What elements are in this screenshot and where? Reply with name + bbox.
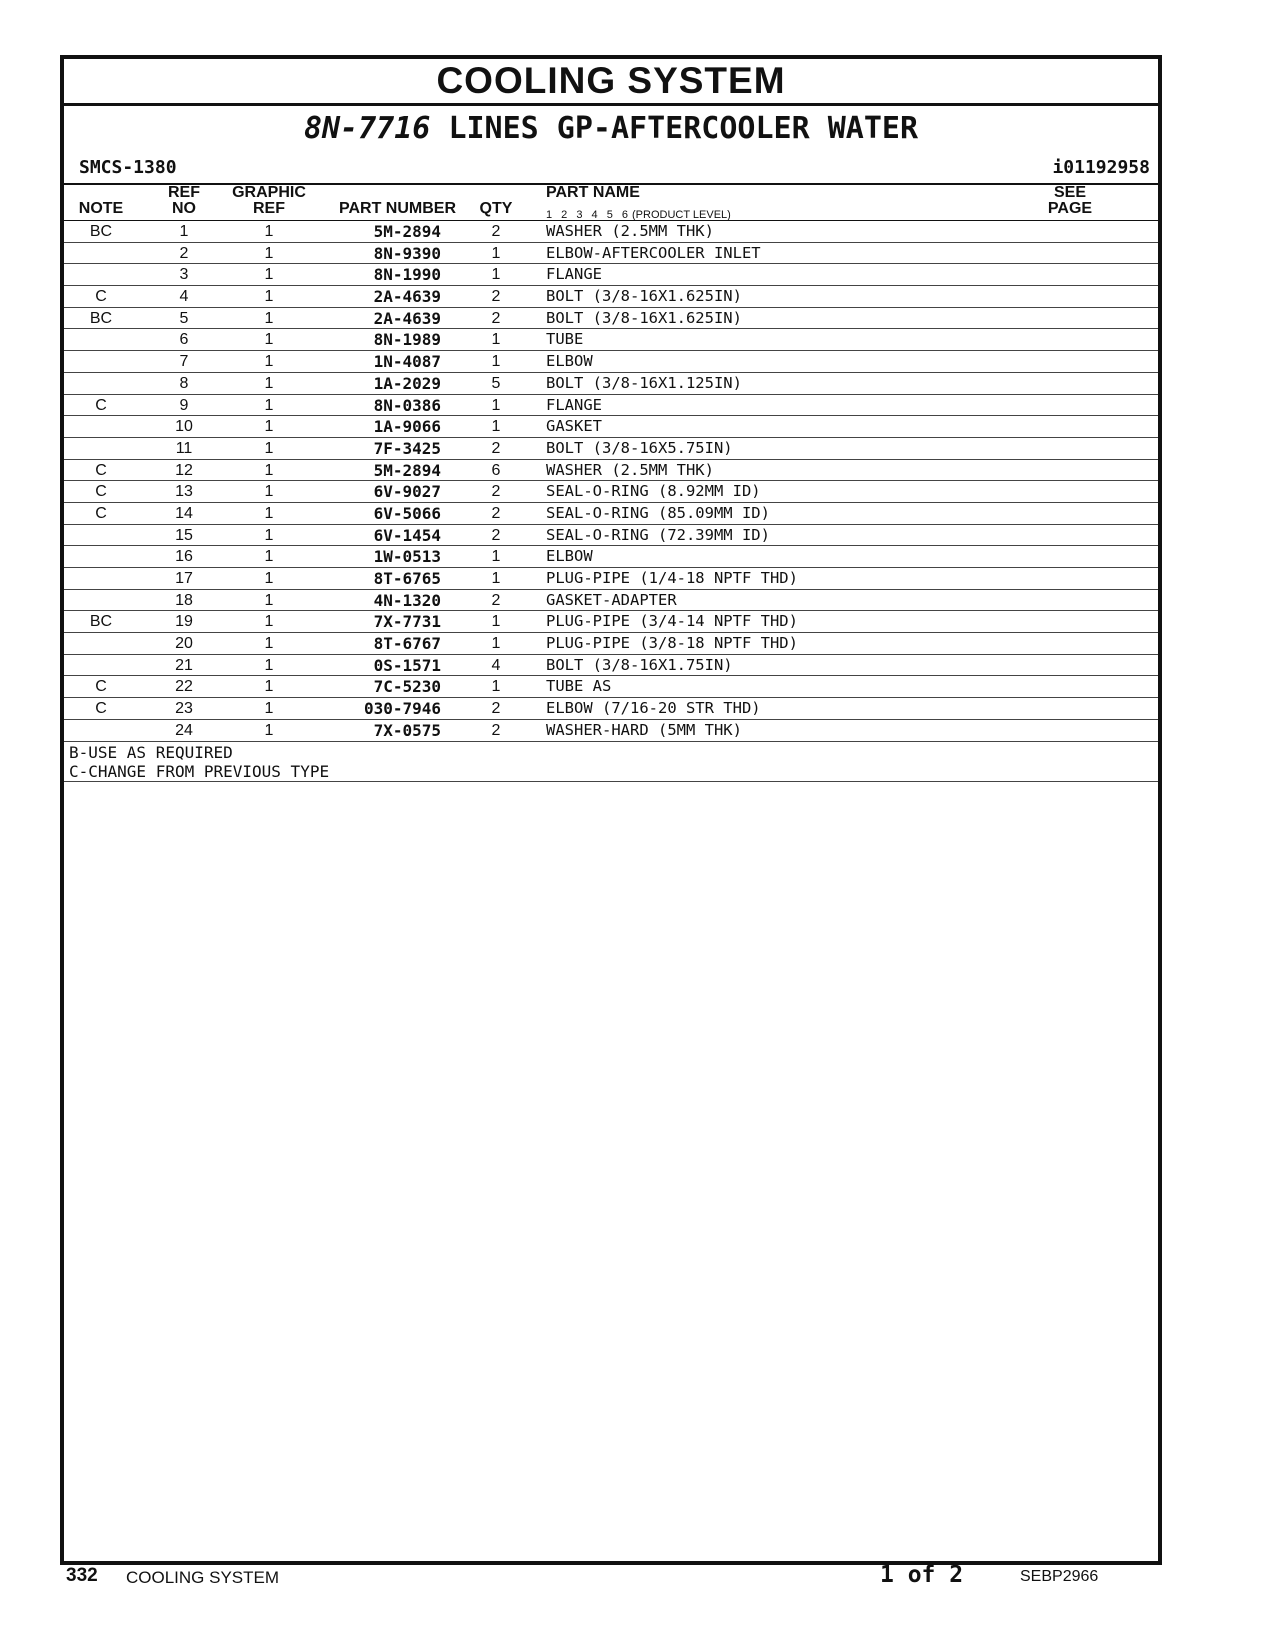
column-header-graphic-line2: REF xyxy=(253,200,285,217)
row-ref-no: 6 xyxy=(179,331,189,349)
note-b: B-USE AS REQUIRED xyxy=(69,743,233,762)
row-part-number: 030-7946 xyxy=(363,699,441,719)
column-header-qty: QTY xyxy=(479,200,513,217)
row-qty: 1 xyxy=(491,353,501,371)
row-qty: 1 xyxy=(491,331,501,349)
row-graphic-ref: 1 xyxy=(264,439,274,457)
row-part-number: 8T-6765 xyxy=(373,569,441,588)
row-part-name: PLUG-PIPE (3/8-18 NPTF THD) xyxy=(546,634,798,653)
row-part-name: PLUG-PIPE (1/4-18 NPTF THD) xyxy=(546,569,798,587)
row-ref-no: 18 xyxy=(175,591,193,609)
row-note: C xyxy=(95,288,107,306)
table-row xyxy=(64,416,1158,438)
table-row xyxy=(64,525,1158,547)
table-row xyxy=(64,655,1158,677)
row-part-number: 6V-1454 xyxy=(373,525,441,545)
table-row xyxy=(64,286,1158,308)
row-part-name: PLUG-PIPE (3/4-14 NPTF THD) xyxy=(546,612,798,631)
row-part-name: FLANGE xyxy=(546,265,602,284)
table-row xyxy=(64,373,1158,395)
row-ref-no: 13 xyxy=(175,483,193,501)
row-ref-no: 11 xyxy=(175,439,193,457)
row-graphic-ref: 1 xyxy=(264,396,274,414)
table-row xyxy=(64,395,1158,417)
row-part-number: 1N-4087 xyxy=(373,352,441,372)
notes-divider xyxy=(64,781,1158,782)
row-qty: 1 xyxy=(491,244,501,262)
row-part-number: 7X-7731 xyxy=(373,612,441,632)
row-part-name: TUBE xyxy=(546,330,584,349)
row-qty: 1 xyxy=(491,635,501,653)
row-graphic-ref: 1 xyxy=(264,591,274,609)
table-row xyxy=(64,460,1158,482)
row-ref-no: 3 xyxy=(179,266,189,284)
row-graphic-ref: 1 xyxy=(264,700,274,718)
row-ref-no: 14 xyxy=(175,504,193,522)
column-header-see-line2: PAGE xyxy=(1047,200,1093,217)
row-qty: 1 xyxy=(491,613,501,631)
row-part-name: ELBOW (7/16-20 STR THD) xyxy=(546,699,761,718)
row-note: C xyxy=(95,504,107,522)
row-ref-no: 2 xyxy=(179,244,189,262)
row-qty: 2 xyxy=(491,309,501,327)
table-row xyxy=(64,351,1158,373)
table-row xyxy=(64,221,1158,243)
row-part-number: 5M-2894 xyxy=(373,222,441,241)
table-row xyxy=(64,590,1158,612)
column-header-see-line1: SEE xyxy=(1053,184,1086,201)
row-graphic-ref: 1 xyxy=(264,331,274,349)
column-header-ref-line1: REF xyxy=(168,184,200,201)
table-row xyxy=(64,568,1158,590)
row-qty: 2 xyxy=(491,439,501,457)
row-part-number: 1A-9066 xyxy=(373,417,441,437)
row-ref-no: 12 xyxy=(175,461,193,479)
row-part-name: ELBOW xyxy=(546,547,593,566)
column-header-graphic-line1: GRAPHIC xyxy=(232,184,306,201)
row-graphic-ref: 1 xyxy=(264,504,274,522)
row-note: C xyxy=(95,483,107,501)
row-ref-no: 20 xyxy=(175,635,193,653)
table-row xyxy=(64,481,1158,503)
row-part-name: BOLT (3/8-16X5.75IN) xyxy=(546,438,733,457)
row-ref-no: 19 xyxy=(175,613,193,631)
row-ref-no: 10 xyxy=(175,418,193,436)
row-qty: 6 xyxy=(491,461,501,479)
group-part-number: 8N-7716 xyxy=(303,111,431,146)
column-header-ref xyxy=(159,185,209,217)
footer-section: COOLING SYSTEM xyxy=(126,1568,280,1587)
row-graphic-ref: 1 xyxy=(264,309,274,327)
table-row xyxy=(64,243,1158,265)
row-part-number: 6V-5066 xyxy=(373,503,441,523)
row-ref-no: 4 xyxy=(179,288,189,306)
table-row xyxy=(64,611,1158,633)
row-part-number: 8N-1990 xyxy=(373,265,441,285)
row-ref-no: 5 xyxy=(179,309,189,327)
publication-number: SEBP2966 xyxy=(1020,1568,1099,1585)
table-row xyxy=(64,264,1158,286)
row-qty: 1 xyxy=(491,678,501,696)
row-note: C xyxy=(95,700,107,718)
row-qty: 1 xyxy=(491,570,501,587)
row-ref-no: 15 xyxy=(175,526,193,544)
row-part-name: WASHER (2.5MM THK) xyxy=(546,460,714,479)
column-header-see-page xyxy=(1042,185,1098,217)
row-part-number: 7F-3425 xyxy=(373,438,441,458)
row-part-number: 7X-0575 xyxy=(373,720,441,740)
row-part-name: SEAL-O-RING (72.39MM ID) xyxy=(546,525,770,544)
row-part-name: BOLT (3/8-16X1.625IN) xyxy=(546,287,742,306)
row-qty: 2 xyxy=(491,700,501,718)
row-qty: 2 xyxy=(491,288,501,306)
row-ref-no: 21 xyxy=(175,656,193,674)
row-qty: 2 xyxy=(491,483,501,501)
row-part-name: GASKET-ADAPTER xyxy=(546,590,677,609)
row-part-name: BOLT (3/8-16X1.125IN) xyxy=(546,373,742,392)
table-row xyxy=(64,676,1158,698)
row-part-name: TUBE AS xyxy=(546,677,612,696)
row-part-name: BOLT (3/8-16X1.625IN) xyxy=(546,308,742,327)
row-ref-no: 22 xyxy=(175,678,193,696)
row-part-number: 6V-9027 xyxy=(373,482,441,502)
row-qty: 4 xyxy=(491,656,501,674)
table-row xyxy=(64,308,1158,330)
row-ref-no: 24 xyxy=(175,721,193,739)
row-part-name: WASHER (2.5MM THK) xyxy=(546,222,714,240)
column-header-note: NOTE xyxy=(78,200,124,217)
row-graphic-ref: 1 xyxy=(264,483,274,501)
row-note: BC xyxy=(89,613,113,631)
row-part-number: 7C-5230 xyxy=(373,677,441,697)
row-note: C xyxy=(95,396,107,414)
row-qty: 1 xyxy=(491,548,501,566)
note-c: C-CHANGE FROM PREVIOUS TYPE xyxy=(69,762,330,781)
table-row xyxy=(64,438,1158,460)
row-qty: 2 xyxy=(491,223,501,240)
row-ref-no: 1 xyxy=(179,223,189,240)
row-graphic-ref: 1 xyxy=(264,570,274,587)
row-graphic-ref: 1 xyxy=(264,288,274,306)
row-graphic-ref: 1 xyxy=(264,418,274,436)
row-part-name: ELBOW xyxy=(546,352,593,371)
row-qty: 1 xyxy=(491,396,501,414)
row-graphic-ref: 1 xyxy=(264,656,274,674)
notes-legend xyxy=(69,743,329,781)
parts-table-body xyxy=(64,220,1158,742)
table-row xyxy=(64,720,1158,742)
illustration-id: i01192958 xyxy=(1052,157,1150,178)
column-header-graphic-ref xyxy=(224,185,314,217)
row-qty: 2 xyxy=(491,504,501,522)
row-ref-no: 7 xyxy=(179,353,189,371)
row-graphic-ref: 1 xyxy=(264,461,274,479)
row-part-number: 2A-4639 xyxy=(373,287,441,307)
column-header-ref-line2: NO xyxy=(172,200,196,217)
row-qty: 2 xyxy=(491,526,501,544)
page-number: 332 xyxy=(66,1565,98,1586)
group-name: LINES GP-AFTERCOOLER WATER xyxy=(448,111,919,146)
row-graphic-ref: 1 xyxy=(264,635,274,653)
row-part-number: 8N-1989 xyxy=(373,330,441,350)
row-qty: 2 xyxy=(491,721,501,739)
row-part-name: SEAL-O-RING (85.09MM ID) xyxy=(546,503,770,522)
row-part-number: 1A-2029 xyxy=(373,373,441,393)
smcs-code: SMCS-1380 xyxy=(79,157,177,178)
row-note: C xyxy=(95,461,107,479)
row-part-name: ELBOW-AFTERCOOLER INLET xyxy=(546,243,761,262)
product-level-label: (PRODUCT LEVEL) xyxy=(632,209,731,221)
row-part-number: 4N-1320 xyxy=(373,590,441,610)
table-row xyxy=(64,546,1158,568)
row-graphic-ref: 1 xyxy=(264,353,274,371)
row-graphic-ref: 1 xyxy=(264,613,274,631)
row-graphic-ref: 1 xyxy=(264,266,274,284)
row-graphic-ref: 1 xyxy=(264,526,274,544)
row-note: BC xyxy=(89,309,113,327)
row-graphic-ref: 1 xyxy=(264,678,274,696)
row-part-name: SEAL-O-RING (8.92MM ID) xyxy=(546,482,761,501)
row-qty: 1 xyxy=(491,266,501,284)
column-header-part-name: PART NAME xyxy=(546,184,640,201)
row-part-number: 5M-2894 xyxy=(373,460,441,480)
section-title: COOLING SYSTEM xyxy=(64,59,1158,106)
row-graphic-ref: 1 xyxy=(264,374,274,392)
row-part-name: BOLT (3/8-16X1.75IN) xyxy=(546,655,733,674)
row-ref-no: 16 xyxy=(175,548,193,566)
row-part-number: 2A-4639 xyxy=(373,308,441,328)
table-row xyxy=(64,698,1158,720)
row-graphic-ref: 1 xyxy=(264,721,274,739)
row-part-number: 8N-9390 xyxy=(373,243,441,263)
row-ref-no: 23 xyxy=(175,700,193,718)
row-qty: 5 xyxy=(491,374,501,392)
row-graphic-ref: 1 xyxy=(264,548,274,566)
product-level-numbers: 1 2 3 4 5 6 xyxy=(546,209,628,221)
column-header-part-number: PART NUMBER xyxy=(338,200,456,217)
row-part-name: WASHER-HARD (5MM THK) xyxy=(546,720,742,739)
row-qty: 1 xyxy=(491,418,501,436)
parts-list-frame xyxy=(60,55,1162,1565)
row-part-number: 1W-0513 xyxy=(373,547,441,567)
row-ref-no: 9 xyxy=(179,396,189,414)
row-ref-no: 17 xyxy=(175,570,193,587)
table-row xyxy=(64,503,1158,525)
row-graphic-ref: 1 xyxy=(264,223,274,240)
row-part-name: FLANGE xyxy=(546,395,602,414)
row-note: BC xyxy=(89,223,113,240)
row-part-number: 8N-0386 xyxy=(373,395,441,415)
group-title xyxy=(64,109,1158,149)
row-part-name: GASKET xyxy=(546,417,602,436)
table-row xyxy=(64,633,1158,655)
row-ref-no: 8 xyxy=(179,374,189,392)
row-part-number: 8T-6767 xyxy=(373,634,441,654)
row-part-number: 0S-1571 xyxy=(373,655,441,675)
sheet-indicator: 1 of 2 xyxy=(880,1562,964,1588)
table-row xyxy=(64,329,1158,351)
row-note: C xyxy=(95,678,107,696)
row-qty: 2 xyxy=(491,591,501,609)
row-graphic-ref: 1 xyxy=(264,244,274,262)
